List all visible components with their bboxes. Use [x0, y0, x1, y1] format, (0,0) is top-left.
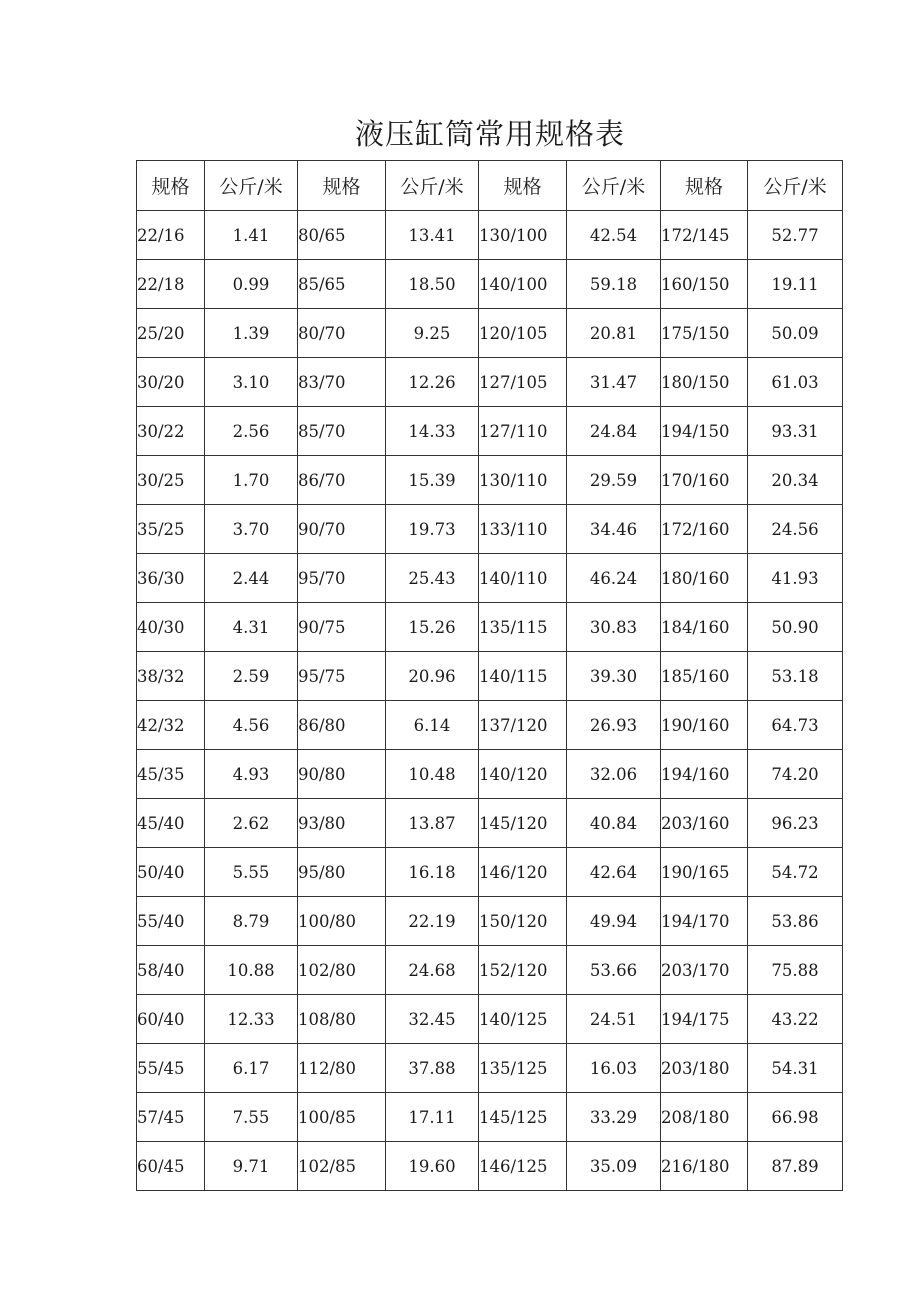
header-kg-per-m: 公斤/米 — [748, 161, 843, 211]
kg-per-m-cell: 34.46 — [567, 505, 661, 554]
spec-cell: 137/120 — [479, 701, 567, 750]
spec-cell: 127/110 — [479, 407, 567, 456]
spec-cell: 85/70 — [298, 407, 386, 456]
kg-per-m-cell: 16.03 — [567, 1044, 661, 1093]
spec-cell: 130/100 — [479, 211, 567, 260]
table-row — [137, 260, 843, 309]
spec-cell: 60/40 — [137, 995, 205, 1044]
header-spec: 规格 — [661, 161, 748, 211]
kg-per-m-cell: 42.54 — [567, 211, 661, 260]
kg-per-m-cell: 39.30 — [567, 652, 661, 701]
spec-cell: 38/32 — [137, 652, 205, 701]
spec-cell: 190/165 — [661, 848, 748, 897]
kg-per-m-cell: 2.62 — [205, 799, 298, 848]
spec-cell: 140/100 — [479, 260, 567, 309]
spec-cell: 194/175 — [661, 995, 748, 1044]
kg-per-m-cell: 1.41 — [205, 211, 298, 260]
spec-cell: 140/110 — [479, 554, 567, 603]
kg-per-m-cell: 15.26 — [386, 603, 479, 652]
table-row — [137, 309, 843, 358]
spec-cell: 102/85 — [298, 1142, 386, 1191]
spec-cell: 90/80 — [298, 750, 386, 799]
spec-cell: 90/70 — [298, 505, 386, 554]
kg-per-m-cell: 53.66 — [567, 946, 661, 995]
spec-cell: 172/160 — [661, 505, 748, 554]
kg-per-m-cell: 41.93 — [748, 554, 843, 603]
kg-per-m-cell: 52.77 — [748, 211, 843, 260]
kg-per-m-cell: 96.23 — [748, 799, 843, 848]
kg-per-m-cell: 2.59 — [205, 652, 298, 701]
header-spec: 规格 — [298, 161, 386, 211]
spec-cell: 135/125 — [479, 1044, 567, 1093]
spec-cell: 127/105 — [479, 358, 567, 407]
spec-cell: 150/120 — [479, 897, 567, 946]
kg-per-m-cell: 0.99 — [205, 260, 298, 309]
spec-cell: 83/70 — [298, 358, 386, 407]
kg-per-m-cell: 31.47 — [567, 358, 661, 407]
spec-cell: 25/20 — [137, 309, 205, 358]
header-kg-per-m: 公斤/米 — [205, 161, 298, 211]
table-row — [137, 1044, 843, 1093]
kg-per-m-cell: 20.34 — [748, 456, 843, 505]
kg-per-m-cell: 4.31 — [205, 603, 298, 652]
kg-per-m-cell: 13.41 — [386, 211, 479, 260]
table-row — [137, 995, 843, 1044]
spec-cell: 80/65 — [298, 211, 386, 260]
spec-cell: 30/22 — [137, 407, 205, 456]
kg-per-m-cell: 2.56 — [205, 407, 298, 456]
kg-per-m-cell: 24.51 — [567, 995, 661, 1044]
spec-cell: 90/75 — [298, 603, 386, 652]
header-row — [137, 161, 843, 211]
spec-cell: 185/160 — [661, 652, 748, 701]
kg-per-m-cell: 26.93 — [567, 701, 661, 750]
table-row — [137, 750, 843, 799]
spec-cell: 86/70 — [298, 456, 386, 505]
spec-cell: 60/45 — [137, 1142, 205, 1191]
spec-cell: 145/125 — [479, 1093, 567, 1142]
kg-per-m-cell: 53.86 — [748, 897, 843, 946]
kg-per-m-cell: 24.56 — [748, 505, 843, 554]
table-row — [137, 211, 843, 260]
kg-per-m-cell: 14.33 — [386, 407, 479, 456]
spec-cell: 57/45 — [137, 1093, 205, 1142]
header-kg-per-m: 公斤/米 — [567, 161, 661, 211]
table-row — [137, 554, 843, 603]
kg-per-m-cell: 87.89 — [748, 1142, 843, 1191]
spec-cell: 135/115 — [479, 603, 567, 652]
kg-per-m-cell: 20.96 — [386, 652, 479, 701]
kg-per-m-cell: 40.84 — [567, 799, 661, 848]
kg-per-m-cell: 19.11 — [748, 260, 843, 309]
spec-cell: 140/115 — [479, 652, 567, 701]
spec-cell: 93/80 — [298, 799, 386, 848]
kg-per-m-cell: 54.31 — [748, 1044, 843, 1093]
spec-cell: 45/35 — [137, 750, 205, 799]
spec-cell: 120/105 — [479, 309, 567, 358]
spec-cell: 184/160 — [661, 603, 748, 652]
spec-cell: 180/150 — [661, 358, 748, 407]
kg-per-m-cell: 7.55 — [205, 1093, 298, 1142]
kg-per-m-cell: 50.90 — [748, 603, 843, 652]
kg-per-m-cell: 9.25 — [386, 309, 479, 358]
spec-cell: 140/125 — [479, 995, 567, 1044]
kg-per-m-cell: 49.94 — [567, 897, 661, 946]
spec-cell: 30/20 — [137, 358, 205, 407]
spec-cell: 85/65 — [298, 260, 386, 309]
spec-cell: 172/145 — [661, 211, 748, 260]
table-row — [137, 701, 843, 750]
spec-cell: 100/80 — [298, 897, 386, 946]
spec-cell: 194/150 — [661, 407, 748, 456]
spec-cell: 216/180 — [661, 1142, 748, 1191]
kg-per-m-cell: 3.70 — [205, 505, 298, 554]
kg-per-m-cell: 24.84 — [567, 407, 661, 456]
kg-per-m-cell: 16.18 — [386, 848, 479, 897]
table-row — [137, 652, 843, 701]
spec-cell: 80/70 — [298, 309, 386, 358]
table-row — [137, 1142, 843, 1191]
spec-cell: 55/45 — [137, 1044, 205, 1093]
table-row — [137, 603, 843, 652]
spec-cell: 140/120 — [479, 750, 567, 799]
kg-per-m-cell: 20.81 — [567, 309, 661, 358]
kg-per-m-cell: 12.33 — [205, 995, 298, 1044]
spec-cell: 146/120 — [479, 848, 567, 897]
kg-per-m-cell: 1.70 — [205, 456, 298, 505]
spec-cell: 145/120 — [479, 799, 567, 848]
kg-per-m-cell: 15.39 — [386, 456, 479, 505]
page-title: 液压缸筒常用规格表 — [354, 117, 625, 151]
kg-per-m-cell: 24.68 — [386, 946, 479, 995]
table-row — [137, 358, 843, 407]
table-row — [137, 1093, 843, 1142]
kg-per-m-cell: 22.19 — [386, 897, 479, 946]
spec-cell: 58/40 — [137, 946, 205, 995]
spec-cell: 35/25 — [137, 505, 205, 554]
spec-cell: 208/180 — [661, 1093, 748, 1142]
kg-per-m-cell: 32.45 — [386, 995, 479, 1044]
kg-per-m-cell: 12.26 — [386, 358, 479, 407]
spec-cell: 160/150 — [661, 260, 748, 309]
spec-cell: 36/30 — [137, 554, 205, 603]
kg-per-m-cell: 43.22 — [748, 995, 843, 1044]
spec-cell: 203/180 — [661, 1044, 748, 1093]
spec-cell: 30/25 — [137, 456, 205, 505]
kg-per-m-cell: 30.83 — [567, 603, 661, 652]
table-row — [137, 407, 843, 456]
kg-per-m-cell: 19.60 — [386, 1142, 479, 1191]
spec-cell: 55/40 — [137, 897, 205, 946]
kg-per-m-cell: 5.55 — [205, 848, 298, 897]
kg-per-m-cell: 4.56 — [205, 701, 298, 750]
header-spec: 规格 — [479, 161, 567, 211]
spec-cell: 45/40 — [137, 799, 205, 848]
kg-per-m-cell: 61.03 — [748, 358, 843, 407]
kg-per-m-cell: 46.24 — [567, 554, 661, 603]
spec-cell: 146/125 — [479, 1142, 567, 1191]
header-spec: 规格 — [137, 161, 205, 211]
spec-cell: 95/80 — [298, 848, 386, 897]
kg-per-m-cell: 13.87 — [386, 799, 479, 848]
kg-per-m-cell: 9.71 — [205, 1142, 298, 1191]
kg-per-m-cell: 66.98 — [748, 1093, 843, 1142]
spec-cell: 194/160 — [661, 750, 748, 799]
spec-cell: 100/85 — [298, 1093, 386, 1142]
table-row — [137, 848, 843, 897]
spec-cell: 130/110 — [479, 456, 567, 505]
kg-per-m-cell: 93.31 — [748, 407, 843, 456]
kg-per-m-cell: 4.93 — [205, 750, 298, 799]
header-kg-per-m: 公斤/米 — [386, 161, 479, 211]
spec-table — [136, 160, 843, 1191]
table-row — [137, 946, 843, 995]
kg-per-m-cell: 32.06 — [567, 750, 661, 799]
kg-per-m-cell: 29.59 — [567, 456, 661, 505]
spec-cell: 86/80 — [298, 701, 386, 750]
kg-per-m-cell: 10.88 — [205, 946, 298, 995]
kg-per-m-cell: 64.73 — [748, 701, 843, 750]
spec-cell: 50/40 — [137, 848, 205, 897]
spec-cell: 95/75 — [298, 652, 386, 701]
kg-per-m-cell: 17.11 — [386, 1093, 479, 1142]
spec-cell: 203/160 — [661, 799, 748, 848]
kg-per-m-cell: 18.50 — [386, 260, 479, 309]
spec-cell: 22/16 — [137, 211, 205, 260]
spec-cell: 112/80 — [298, 1044, 386, 1093]
spec-cell: 175/150 — [661, 309, 748, 358]
table-row — [137, 505, 843, 554]
spec-cell: 95/70 — [298, 554, 386, 603]
kg-per-m-cell: 75.88 — [748, 946, 843, 995]
spec-cell: 152/120 — [479, 946, 567, 995]
spec-cell: 22/18 — [137, 260, 205, 309]
kg-per-m-cell: 59.18 — [567, 260, 661, 309]
kg-per-m-cell: 6.17 — [205, 1044, 298, 1093]
spec-cell: 170/160 — [661, 456, 748, 505]
spec-cell: 108/80 — [298, 995, 386, 1044]
table-row — [137, 799, 843, 848]
kg-per-m-cell: 8.79 — [205, 897, 298, 946]
spec-cell: 190/160 — [661, 701, 748, 750]
kg-per-m-cell: 19.73 — [386, 505, 479, 554]
kg-per-m-cell: 6.14 — [386, 701, 479, 750]
kg-per-m-cell: 1.39 — [205, 309, 298, 358]
kg-per-m-cell: 42.64 — [567, 848, 661, 897]
spec-cell: 203/170 — [661, 946, 748, 995]
kg-per-m-cell: 50.09 — [748, 309, 843, 358]
spec-cell: 42/32 — [137, 701, 205, 750]
kg-per-m-cell: 74.20 — [748, 750, 843, 799]
spec-cell: 133/110 — [479, 505, 567, 554]
table-row — [137, 897, 843, 946]
kg-per-m-cell: 25.43 — [386, 554, 479, 603]
kg-per-m-cell: 53.18 — [748, 652, 843, 701]
kg-per-m-cell: 2.44 — [205, 554, 298, 603]
kg-per-m-cell: 37.88 — [386, 1044, 479, 1093]
kg-per-m-cell: 33.29 — [567, 1093, 661, 1142]
kg-per-m-cell: 10.48 — [386, 750, 479, 799]
spec-cell: 194/170 — [661, 897, 748, 946]
kg-per-m-cell: 35.09 — [567, 1142, 661, 1191]
table-row — [137, 456, 843, 505]
spec-cell: 102/80 — [298, 946, 386, 995]
spec-cell: 40/30 — [137, 603, 205, 652]
spec-cell: 180/160 — [661, 554, 748, 603]
kg-per-m-cell: 54.72 — [748, 848, 843, 897]
kg-per-m-cell: 3.10 — [205, 358, 298, 407]
